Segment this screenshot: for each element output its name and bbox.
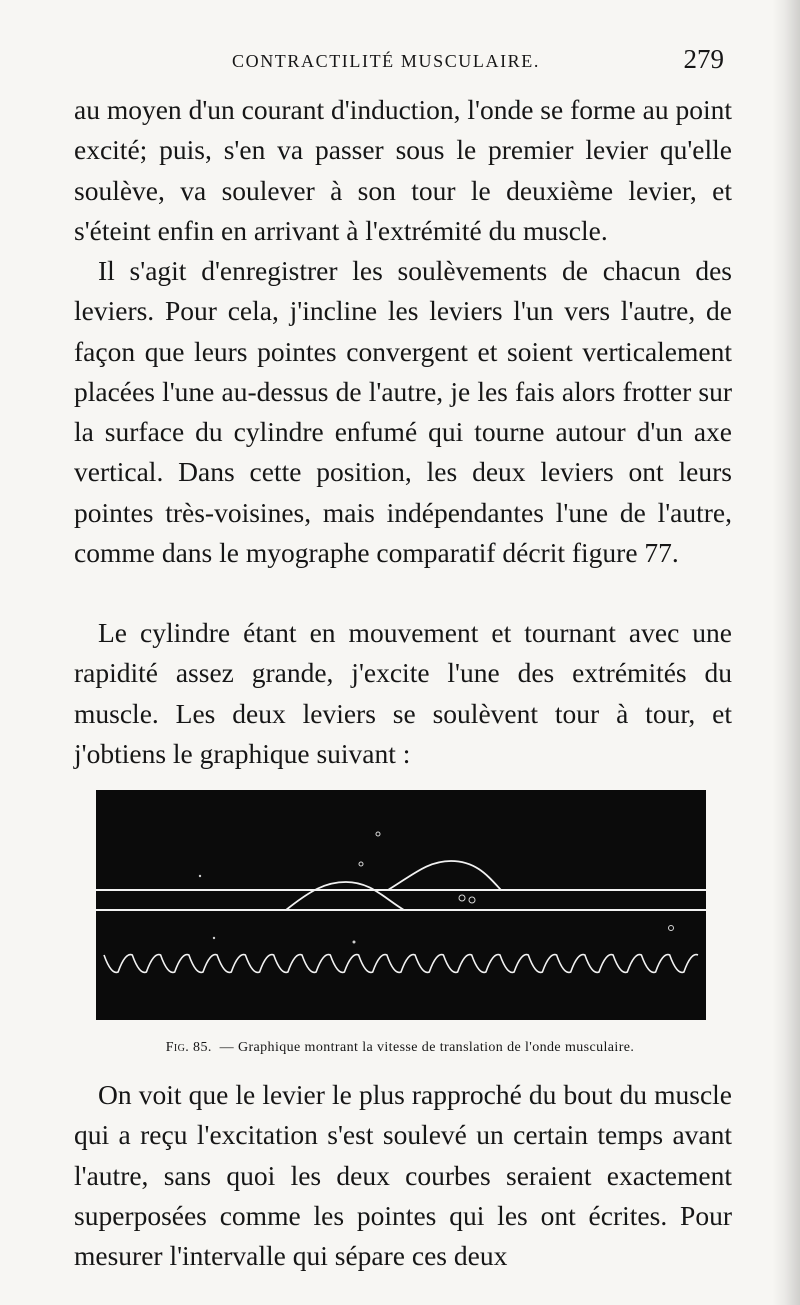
page-number: 279 bbox=[683, 44, 724, 74]
speck bbox=[213, 937, 215, 939]
figure-caption-text: — Graphique montrant la vitesse de translation de l'onde musculaire. bbox=[219, 1040, 635, 1055]
smoked-cylinder-background bbox=[96, 790, 706, 1020]
page-header bbox=[232, 44, 724, 80]
myograph-graphic bbox=[96, 790, 706, 1020]
paragraph-1: au moyen d'un courant d'induction, l'onde se forme au point excité; puis, s'en va passer sous le premier levier qu'elle soulève, va soulever à son tour le deuxième levier, et s'éteint enfin en arrivant à l'extrémité du muscle. bbox=[74, 94, 732, 246]
figure-caption bbox=[0, 1040, 800, 1056]
running-head: CONTRACTILITÉ MUSCULAIRE. bbox=[232, 51, 540, 71]
speck bbox=[353, 941, 356, 944]
paragraph-4: On voit que le levier le plus rapproché du bout du muscle qui a reçu l'excitation s'est soulevé un certain temps avant l'autre, sans quoi les deux courbes seraient exactement superposées comme les pointes qui les ont écrites. Pour mesurer l'intervalle qui sépare ces deux bbox=[74, 1079, 732, 1272]
figure-label: Fig. 85. bbox=[165, 1040, 212, 1055]
paragraph-2: Il s'agit d'enregistrer les soulèvements de chacun des leviers. Pour cela, j'incline les leviers l'un vers l'autre, de façon que leurs pointes convergent et soient verticalement placées l'une au-dessus de l'autre, je les fais alors frotter sur la surface du cylindre enfumé qui tourne autour d'un axe vertical. Dans cette position, les deux leviers ont leurs pointes très-voisines, mais indépendantes l'une de l'autre, comme dans le myographe comparatif décrit figure 77. bbox=[74, 255, 732, 569]
paragraph-3: Le cylindre étant en mouvement et tournant avec une rapidité assez grande, j'excite l'une des extrémités du muscle. Les deux leviers se soulèvent tour à tour, et j'obtiens le graphique suivant : bbox=[74, 617, 732, 769]
page-edge-shadow bbox=[772, 0, 800, 1305]
myograph-figure bbox=[96, 790, 706, 1020]
speck bbox=[199, 875, 201, 877]
